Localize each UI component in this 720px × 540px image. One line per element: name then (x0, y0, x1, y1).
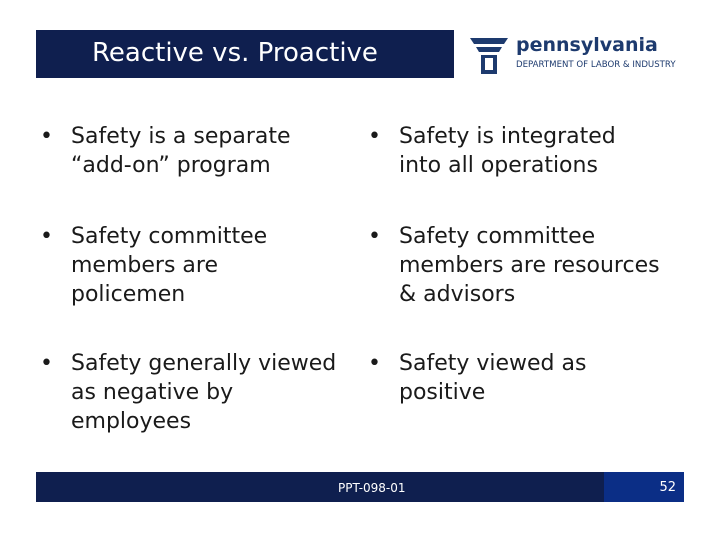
reactive-bullet-1: • Safety is a separate “add-on” program (40, 122, 291, 180)
pennsylvania-logo (466, 30, 696, 80)
title-bar (36, 30, 454, 78)
page-number: 52 (659, 480, 676, 495)
reactive-bullet-2: • Safety committee members are policemen (40, 222, 267, 309)
footer-code: PPT-098-01 (338, 481, 406, 495)
footer-page-box (604, 472, 684, 502)
reactive-bullet-3: • Safety generally viewed as negative by employees (40, 349, 336, 436)
slide-title: Reactive vs. Proactive (92, 38, 378, 68)
keystone-icon (466, 30, 512, 76)
proactive-bullet-3: • Safety viewed as positive (368, 349, 586, 407)
logo-name: pennsylvania (516, 34, 658, 56)
proactive-bullet-1: • Safety is integrated into all operations (368, 122, 616, 180)
logo-department: DEPARTMENT OF LABOR & INDUSTRY (516, 60, 676, 70)
proactive-bullet-2: • Safety committee members are resources & advisors (368, 222, 660, 309)
footer-bar (36, 472, 684, 502)
